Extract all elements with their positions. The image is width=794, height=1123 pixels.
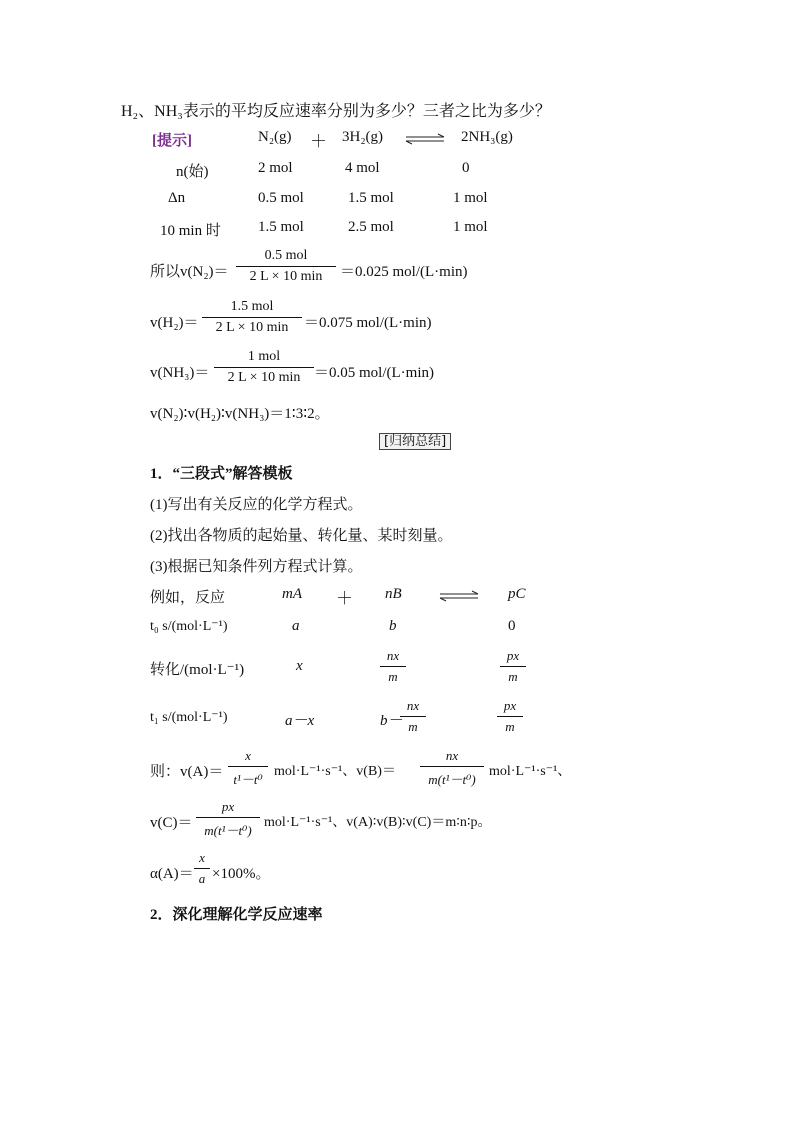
species-pC: pC	[508, 586, 526, 602]
calc-h2-result: ＝0.075 mol/(L·min)	[304, 315, 432, 331]
cell: 0	[462, 160, 470, 176]
cell: 4 mol	[345, 160, 380, 176]
cell: 1 mol	[453, 190, 488, 206]
cell: 1.5 mol	[348, 190, 394, 206]
row-label: t₀ s/(mol·L⁻¹)	[150, 619, 228, 634]
cell: 2.5 mol	[348, 219, 394, 235]
alpha-suffix: ×100%。	[212, 866, 271, 882]
calc-n2-prefix: 所以v(N₂)＝	[150, 264, 229, 280]
fraction-n2: 0.5 mol 2 L × 10 min	[236, 248, 336, 285]
fraction-cell: nx m	[400, 698, 426, 735]
vA-unit: mol·L⁻¹·s⁻¹、v(B)＝	[274, 764, 396, 779]
step-item: (2)找出各物质的起始量、转化量、某时刻量。	[150, 528, 453, 544]
section1-heading: 1．“三段式”解答模板	[150, 466, 293, 482]
rate-ratio: v(N₂)∶v(H₂)∶v(NH₃)＝1∶3∶2。	[150, 406, 330, 422]
fraction-alpha: x a	[194, 850, 210, 887]
cell: 0	[508, 618, 516, 634]
hint-label: [提示]	[152, 133, 192, 149]
summary-tag: [归纳总结]	[379, 433, 451, 450]
cell: 2 mol	[258, 160, 293, 176]
fraction-h2: 1.5 mol 2 L × 10 min	[202, 299, 302, 336]
plus-sign: ＋	[310, 132, 327, 151]
fraction-cell: nx m	[380, 648, 406, 685]
equilibrium-arrow-icon	[404, 133, 446, 145]
alpha-prefix: α(A)＝	[150, 866, 194, 882]
fraction-vA: x t¹－t⁰	[228, 748, 268, 788]
reactant-n2: N₂(g)	[258, 129, 292, 145]
fraction-nh3: 1 mol 2 L × 10 min	[214, 349, 314, 386]
calc-h2-prefix: v(H₂)＝	[150, 315, 199, 331]
species-nB: nB	[385, 586, 402, 602]
section2-heading: 2．深化理解化学反应速率	[150, 907, 323, 923]
vB-unit: mol·L⁻¹·s⁻¹、	[489, 764, 572, 779]
step-item: (3)根据已知条件列方程式计算。	[150, 559, 363, 575]
rates-prefix: 则：v(A)＝	[150, 764, 224, 780]
reactant-h2: 3H₂(g)	[342, 129, 384, 145]
question-line: H₂、NH₃表示的平均反应速率分别为多少？三者之比为多少？	[121, 103, 551, 120]
step-item: (1)写出有关反应的化学方程式。	[150, 497, 363, 513]
fraction-cell: px m	[500, 648, 526, 685]
row-label: t₁ s/(mol·L⁻¹)	[150, 710, 228, 725]
plus-sign: ＋	[336, 589, 353, 608]
fraction-cell: px m	[497, 698, 523, 735]
cell: x	[296, 658, 303, 674]
calc-nh3-prefix: v(NH₃)＝	[150, 365, 210, 381]
calc-n2-result: ＝0.025 mol/(L·min)	[340, 264, 468, 280]
row-label: 转化/(mol·L⁻¹)	[150, 662, 245, 678]
calc-nh3-result: ＝0.05 mol/(L·min)	[314, 365, 434, 381]
cell: b－	[380, 713, 403, 729]
cell: a	[292, 618, 300, 634]
cell: 1 mol	[453, 219, 488, 235]
vC-prefix: v(C)＝	[150, 815, 193, 831]
vC-unit: mol·L⁻¹·s⁻¹、v(A)∶v(B)∶v(C)＝m∶n∶p。	[264, 815, 492, 830]
row-label: n(始)	[176, 164, 209, 180]
product-nh3: 2NH₃(g)	[461, 129, 513, 145]
species-mA: mA	[282, 586, 302, 602]
equilibrium-arrow-icon	[438, 590, 480, 602]
row-label: 10 min 时	[160, 223, 221, 239]
cell: b	[389, 618, 397, 634]
row-label: Δn	[168, 190, 186, 206]
cell: 1.5 mol	[258, 219, 304, 235]
fraction-vB: nx m(t¹－t⁰)	[420, 748, 484, 788]
fraction-vC: px m(t¹－t⁰)	[196, 799, 260, 839]
cell: a－x	[285, 713, 315, 729]
example-intro: 例如，反应	[150, 590, 226, 606]
cell: 0.5 mol	[258, 190, 304, 206]
